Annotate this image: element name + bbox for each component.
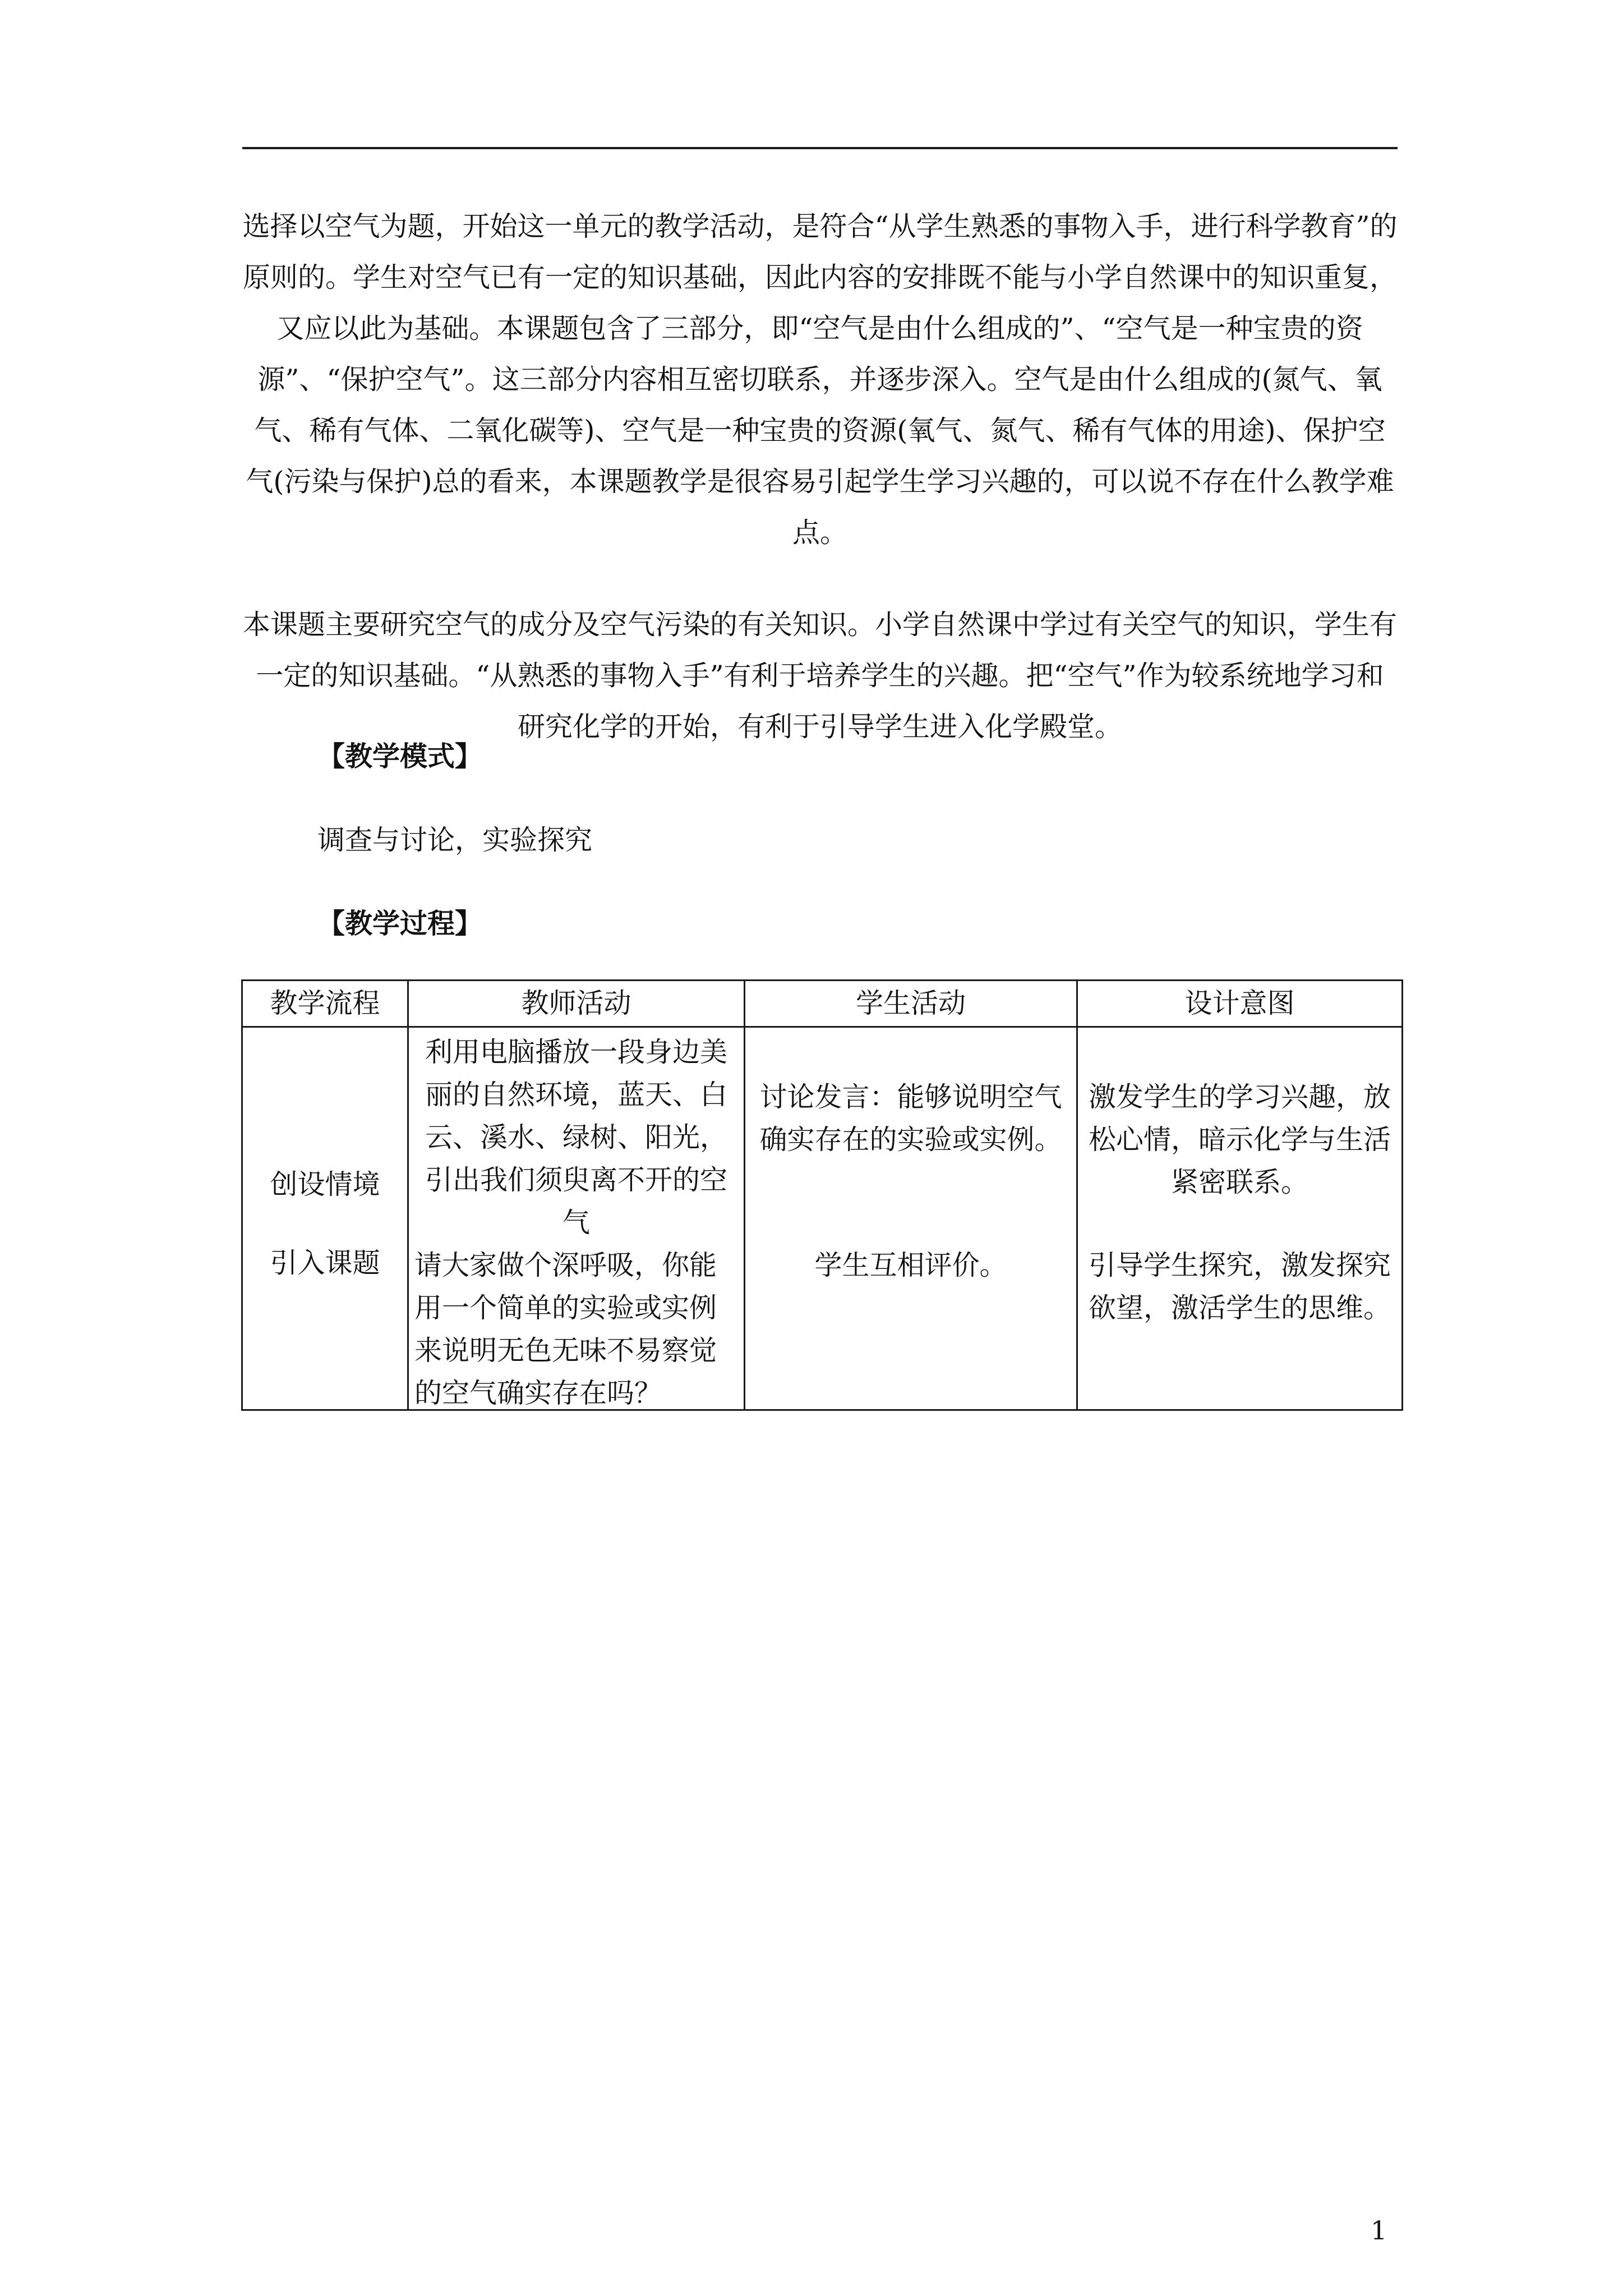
table-header-row [242,981,1403,1027]
student-activity-1: 讨论发言：能够说明空气确实存在的实验或实例。 [759,1081,1062,1156]
design-intent-2: 引导学生探究，激发探究欲望，激活学生的思维。 [1088,1249,1391,1324]
stage-label-create-scene: 创设情境 [270,1168,380,1200]
intro-paragraph: 选择以空气为题，开始这一单元的教学活动，是符合“从学生熟悉的事物入手，进行科学教育”的原则的。学生对空气已有一定的知识基础，因此内容的安排既不能与小学自然课中的知识重复，又应以此为基础。本课题包含了三部分，即“空气是由什么组成的”、“空气是一种宝贵的资源”、“保护空气”。这三部分内容相互密切联系，并逐步深入。空气是由什么组成的(氮气、氧气、稀有气体、二氧化碳等)、空气是一种宝贵的资源(氧气、氮气、稀有气体的用途)、保护空气(污染与保护)总的看来，本课题教学是很容易引起学生学习兴趣的，可以说不存在什么教学难点。 [242,210,1398,549]
header-design: 设计意图 [1077,981,1403,1027]
teacher-activity-2: 请大家做个深呼吸，你能用一个简单的实验或实例来说明无色无味不易察觉的空气确实存在吗？ [414,1249,717,1409]
header-teacher: 教师活动 [408,981,745,1027]
stage-label-introduce-topic: 引入课题 [270,1247,380,1279]
page-number: 1 [1371,2215,1387,2246]
student-activity-2: 学生互相评价。 [814,1249,1007,1281]
design-intent-1: 激发学生的学习兴趣，放松心情，暗示化学与生活紧密联系。 [1088,1081,1391,1198]
teaching-process-heading: 【教学过程】 [317,907,483,940]
header-flow: 教学流程 [242,981,408,1027]
cell-student [745,1027,1077,1410]
teaching-mode-text: 调查与讨论，实验探究 [317,824,593,856]
table-row [242,1027,1403,1410]
topic-paragraph: 本课题主要研究空气的成分及空气污染的有关知识。小学自然课中学过有关空气的知识，学生有一定的知识基础。“从熟悉的事物入手”有利于培养学生的兴趣。把“空气”作为较系统地学习和研究化学的开始，有利于引导学生进入化学殿堂。 [242,609,1397,743]
cell-design [1077,1027,1403,1410]
teaching-mode-heading: 【教学模式】 [317,740,483,772]
cell-flow [242,1027,408,1410]
header-student: 学生活动 [745,981,1077,1027]
teaching-process-table [241,979,1403,1411]
teacher-activity-1: 利用电脑播放一段身边美丽的自然环境，蓝天、白云、溪水、绿树、阳光，引出我们须臾离不开的空气 [425,1036,727,1239]
cell-teacher [408,1027,745,1410]
header-rule [242,147,1398,149]
